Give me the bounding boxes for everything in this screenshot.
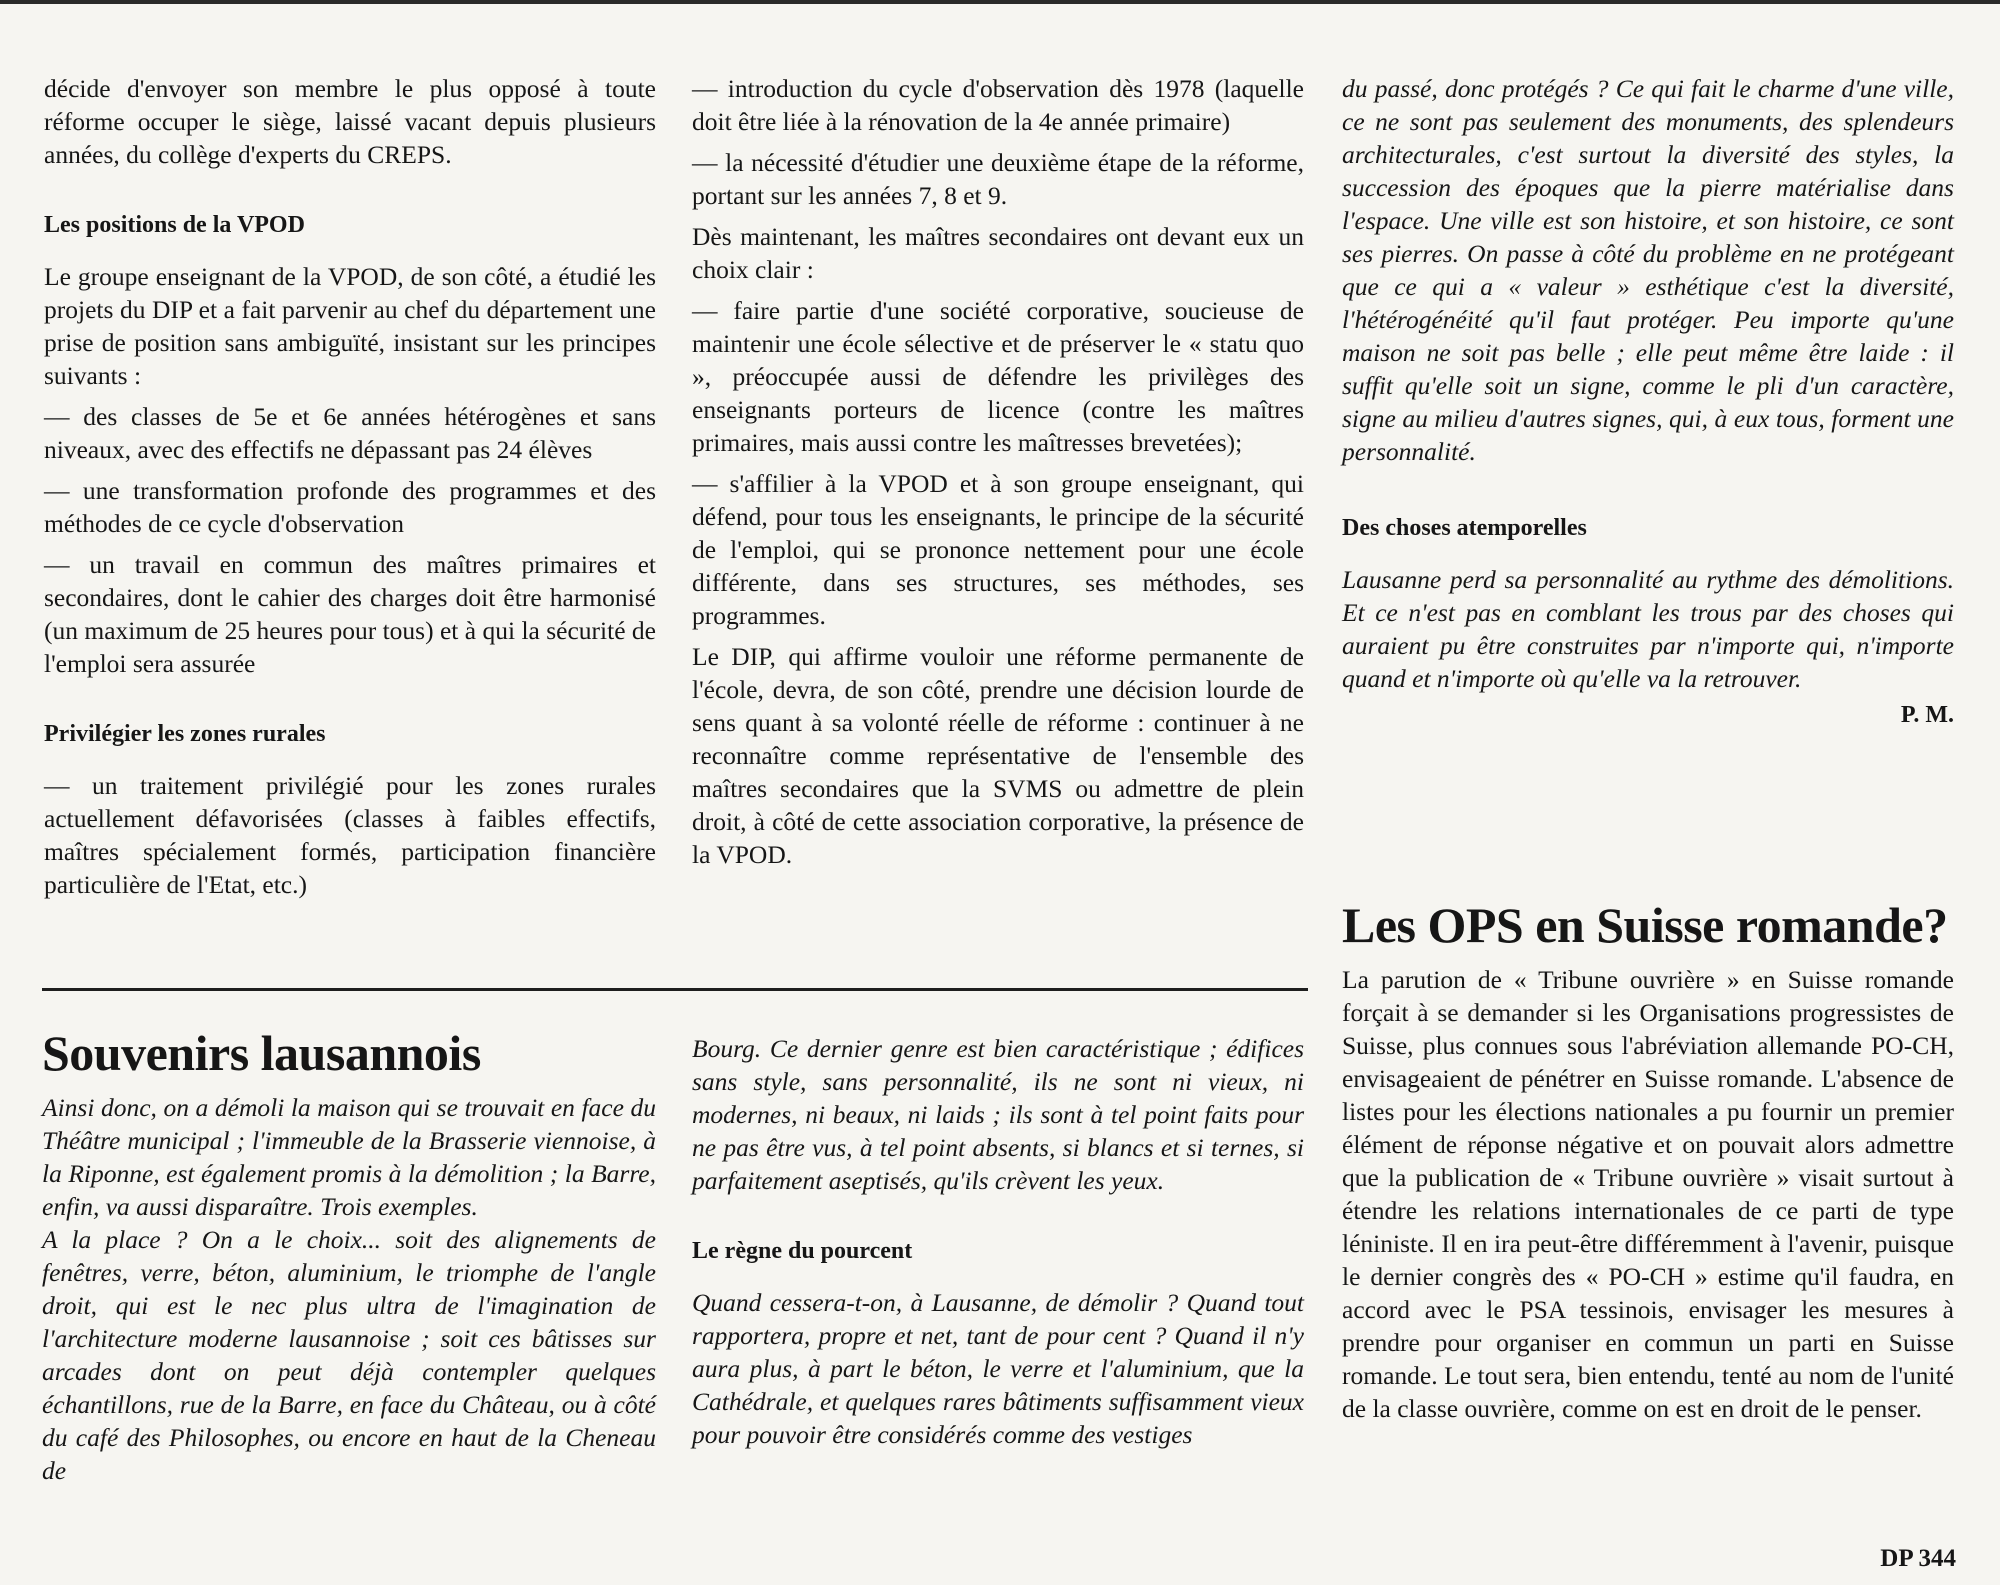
col2-paragraph-2: Le DIP, qui affirme vouloir une réforme permanente de l'école, devra, de son côté, prendre une décision lourde de sens quant à sa volonté réelle de réforme : continuer à ne reconnaître comme représentative de l'ensemble des maîtres secondaires que la SVMS ou admettre de plein droit, à côté de cette association corporative, la présence de la VPOD. bbox=[692, 642, 1304, 869]
souvenirs-title: Souvenirs lausannois bbox=[42, 1025, 481, 1081]
heading-regne-pourcent: Le règne du pourcent bbox=[692, 1238, 913, 1264]
col1-intro: décide d'envoyer son membre le plus opposé à toute réforme occuper le siège, laissé vacant depuis plusieurs années, du collège d'experts du CREPS. bbox=[44, 74, 656, 169]
souvenirs-paragraph-4: Quand cessera-t-on, à Lausanne, de démolir ? Quand tout rapportera, propre et net, tant de pour cent ? Quand il n'y aura plus, à part le béton, le verre et l'aluminium, que la Cathédrale, et quelques rares bâtiments suffisamment vieux pour pouvoir être considérés comme des vestiges bbox=[692, 1288, 1304, 1449]
col1-bullet-3: — un travail en commun des maîtres primaires et secondaires, dont le cahier des charges doit être harmonisé (un maximum de 25 heures pour tous) et à qui la sécurité de l'emploi sera assurée bbox=[44, 550, 656, 678]
col3-paragraph-2: Lausanne perd sa personnalité au rythme des démolitions. Et ce n'est pas en comblant les trous par des choses qui auraient pu être construites par n'importe qui, n'importe quand et n'importe où qu'elle va la retrouver. bbox=[1342, 565, 1954, 693]
souvenirs-column-2 bbox=[692, 1032, 1304, 1451]
ops-article bbox=[1342, 897, 1954, 1425]
col1-paragraph: Le groupe enseignant de la VPOD, de son côté, a étudié les projets du DIP et a fait parvenir au chef du département une prise de position sans ambiguïté, insistant sur les principes suivants : bbox=[44, 262, 656, 390]
column-2-top bbox=[692, 72, 1304, 871]
col2-bullet-1: — introduction du cycle d'observation dès 1978 (laquelle doit être liée à la rénovation de la 4e année primaire) bbox=[692, 74, 1304, 136]
col2-bullet-2: — la nécessité d'étudier une deuxième étape de la réforme, portant sur les années 7, 8 et 9. bbox=[692, 148, 1304, 210]
heading-zones-rurales: Privilégier les zones rurales bbox=[44, 721, 326, 747]
souvenirs-paragraph-3: Bourg. Ce dernier genre est bien caractéristique ; édifices sans style, sans personnalité, ils ne sont ni vieux, ni modernes, ni beaux, ni laids ; ils sont à tel point faits pour ne pas être vus, à tel point absents, si blancs et si ternes, si parfaitement aseptisés, qu'ils crèvent les yeux. bbox=[692, 1034, 1304, 1195]
col1-bullet-4: — un traitement privilégié pour les zones rurales actuellement défavorisées (classes à faibles effectifs, maîtres spécialement formés, participation financière particulière de l'Etat, etc.) bbox=[44, 771, 656, 899]
column-1-top bbox=[44, 72, 656, 901]
top-rule bbox=[0, 0, 2000, 4]
col3-paragraph-1: du passé, donc protégés ? Ce qui fait le charme d'une ville, ce ne sont pas seulement des monuments, des splendeurs architecturales, c'est surtout la diversité des styles, la succession des époques que la pierre matérialise dans l'espace. Une ville est son histoire, et son histoire, ce sont ses pierres. On passe à côté du problème en ne protégeant que ce qui a « valeur » esthétique c'est la diversité, l'hétérogénéité qu'il faut protéger. Peu importe qu'une maison ne soit pas belle ; elle peut même être laide : il suffit qu'elle soit un signe, comme le pli d'un caractère, signe au milieu d'autres signes, qui, à eux tous, forment une personnalité. bbox=[1342, 74, 1954, 466]
heading-positions-vpod: Les positions de la VPOD bbox=[44, 212, 305, 238]
col2-bullet-4: — s'affilier à la VPOD et à son groupe enseignant, qui défend, pour tous les enseignants, le principe de la sécurité de l'emploi, qui se prononce nettement pour une école différente, dans ses structures, ses méthodes, ses programmes. bbox=[692, 469, 1304, 630]
signature: P. M. bbox=[1900, 702, 1954, 728]
col1-bullet-1: — des classes de 5e et 6e années hétérogènes et sans niveaux, avec des effectifs ne dépassant pas 24 élèves bbox=[44, 402, 656, 464]
ops-title: Les OPS en Suisse romande? bbox=[1342, 897, 1948, 953]
col1-bullet-2: — une transformation profonde des programmes et des méthodes de ce cycle d'observation bbox=[44, 476, 656, 538]
col2-paragraph-1: Dès maintenant, les maîtres secondaires ont devant eux un choix clair : bbox=[692, 222, 1304, 284]
souvenirs-column-1 bbox=[42, 1025, 656, 1487]
souvenirs-paragraph-1: Ainsi donc, on a démoli la maison qui se trouvait en face du Théâtre municipal ; l'immeuble de la Brasserie viennoise, à la Riponne, est également promis à la démolition ; la Barre, enfin, va aussi disparaître. Trois exemples. bbox=[42, 1093, 656, 1221]
heading-choses-atemporelles: Des choses atemporelles bbox=[1342, 515, 1587, 541]
section-divider bbox=[42, 988, 1308, 991]
souvenirs-paragraph-2: A la place ? On a le choix... soit des alignements de fenêtres, verre, béton, aluminium, le triomphe de l'angle droit, qui est le nec plus ultra de l'imagination de l'architecture moderne lausannoise ; soit ces bâtisses sur arcades dont on peut déjà contempler quelques échantillons, rue de la Barre, en face du Château, ou à côté du café des Philosophes, ou encore en haut de la Cheneau de bbox=[42, 1225, 656, 1485]
col2-bullet-3: — faire partie d'une société corporative, soucieuse de maintenir une école sélective et de préserver le « statu quo », préoccupée aussi de défendre les privilèges des enseignants porteurs de licence (contre les maîtres primaires, mais aussi contre les maîtresses brevetées); bbox=[692, 296, 1304, 457]
ops-paragraph: La parution de « Tribune ouvrière » en Suisse romande forçait à se demander si les Organisations progressistes de Suisse, plus connues sous l'abréviation allemande PO-CH, envisageaient de pénétrer en Suisse romande. L'absence de listes pour les élections nationales a pu fournir un premier élément de réponse négative et on pouvait alors admettre que la publication de « Tribune ouvrière » visait surtout à étendre les relations internationales de ce parti de type léniniste. Il en ira peut-être différemment à l'avenir, puisque le dernier congrès des « PO-CH » estime qu'il faudra, en accord avec le PSA tessinois, envisager les mesures à prendre pour organiser en commun un parti en Suisse romande. Le tout sera, bien entendu, tenté au nom de l'unité de la classe ouvrière, comme on est en droit de le penser. bbox=[1342, 965, 1954, 1423]
column-3-top bbox=[1342, 72, 1954, 732]
page-number: DP 344 bbox=[1880, 1545, 1956, 1572]
